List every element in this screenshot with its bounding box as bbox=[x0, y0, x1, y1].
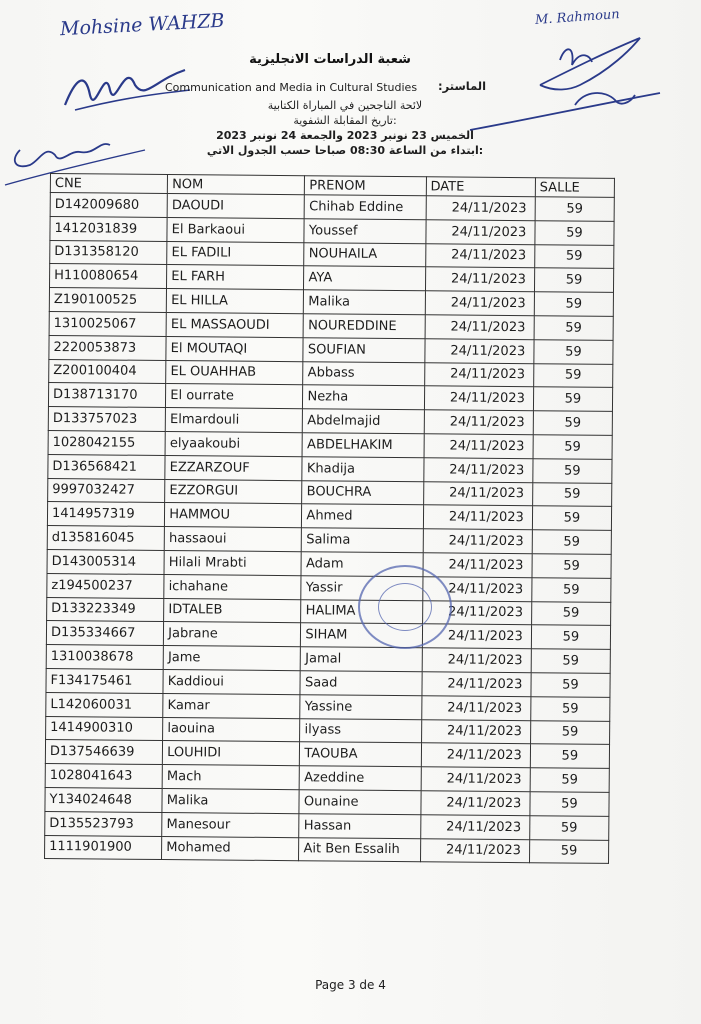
cell-salle: 59 bbox=[532, 482, 611, 506]
cell-date: 24/11/2023 bbox=[422, 577, 531, 602]
cell-date: 24/11/2023 bbox=[422, 600, 531, 625]
cell-nom: DAOUDI bbox=[167, 194, 304, 219]
cell-prenom: Abbass bbox=[303, 361, 424, 386]
cell-prenom: SOUFIAN bbox=[303, 337, 424, 362]
cell-nom: El MOUTAQI bbox=[166, 336, 303, 361]
cell-cne: D135334667 bbox=[46, 621, 163, 646]
cell-prenom: HALIMA bbox=[301, 599, 422, 624]
cell-prenom: ilyass bbox=[300, 718, 421, 743]
cell-cne: D135523793 bbox=[45, 811, 162, 836]
cell-cne: 2220053873 bbox=[49, 335, 166, 360]
cell-salle: 59 bbox=[529, 839, 608, 863]
cell-date: 24/11/2023 bbox=[425, 267, 534, 292]
cell-date: 24/11/2023 bbox=[423, 553, 532, 578]
cell-cne: d135816045 bbox=[47, 526, 164, 551]
cell-salle: 59 bbox=[535, 197, 614, 221]
cell-prenom: Yassir bbox=[301, 575, 422, 600]
cell-cne: D138713170 bbox=[48, 383, 165, 408]
cell-date: 24/11/2023 bbox=[421, 791, 530, 816]
cell-cne: D137546639 bbox=[45, 740, 162, 765]
cell-cne: 1414900310 bbox=[46, 716, 163, 741]
cell-prenom: Ait Ben Essalih bbox=[299, 837, 420, 862]
cell-salle: 59 bbox=[530, 720, 609, 744]
cell-salle: 59 bbox=[533, 435, 612, 459]
cell-cne: H110080654 bbox=[49, 264, 166, 289]
cell-prenom: Jamal bbox=[301, 647, 422, 672]
cell-nom: EL FADILI bbox=[167, 241, 304, 266]
header-block bbox=[160, 52, 500, 68]
cell-nom: laouina bbox=[163, 717, 300, 742]
cell-nom: HAMMOU bbox=[165, 503, 302, 528]
table-row bbox=[45, 835, 609, 864]
cell-nom: Jabrane bbox=[164, 622, 301, 647]
cell-prenom: Yassine bbox=[300, 694, 421, 719]
cell-salle: 59 bbox=[532, 577, 611, 601]
cell-prenom: ABDELHAKIM bbox=[302, 433, 423, 458]
cell-nom: EL OUAHHAB bbox=[166, 360, 303, 385]
cell-cne: D133223349 bbox=[47, 597, 164, 622]
cell-date: 24/11/2023 bbox=[426, 220, 535, 245]
cell-prenom: Azeddine bbox=[300, 766, 421, 791]
start-time: ابتداء من الساعة 08:30 صباحا حسب الجدول الاتي: bbox=[206, 144, 484, 157]
handwritten-name-right: M. Rahmoun bbox=[534, 7, 621, 28]
cell-nom: Mach bbox=[162, 765, 299, 790]
cell-date: 24/11/2023 bbox=[424, 386, 533, 411]
cell-salle: 59 bbox=[534, 268, 613, 292]
cell-date: 24/11/2023 bbox=[423, 458, 532, 483]
cell-nom: Malika bbox=[162, 788, 299, 813]
department-title: شعبة الدراسات الانجليزية bbox=[249, 52, 411, 67]
cell-date: 24/11/2023 bbox=[423, 505, 532, 530]
cell-salle: 59 bbox=[530, 815, 609, 839]
cell-prenom: Ahmed bbox=[302, 504, 423, 529]
cell-prenom: Chihab Eddine bbox=[305, 195, 426, 220]
cell-prenom: Youssef bbox=[304, 219, 425, 244]
column-header-nom: NOM bbox=[168, 175, 305, 195]
cell-nom: El Barkaoui bbox=[167, 217, 304, 242]
cell-date: 24/11/2023 bbox=[425, 315, 534, 340]
cell-cne: F134175461 bbox=[46, 668, 163, 693]
cell-nom: Kamar bbox=[163, 693, 300, 718]
cell-nom: hassaoui bbox=[164, 527, 301, 552]
page-number: Page 3 de 4 bbox=[315, 978, 386, 992]
cell-cne: 1414957319 bbox=[47, 502, 164, 527]
cell-salle: 59 bbox=[534, 292, 613, 316]
cell-nom: Jame bbox=[163, 646, 300, 671]
cell-prenom: BOUCHRA bbox=[302, 480, 423, 505]
cell-cne: 1028041643 bbox=[45, 764, 162, 789]
cell-salle: 59 bbox=[535, 221, 614, 245]
cell-prenom: SIHAM bbox=[301, 623, 422, 648]
cell-date: 24/11/2023 bbox=[425, 339, 534, 364]
cell-date: 24/11/2023 bbox=[420, 838, 529, 863]
cell-nom: EL MASSAOUDI bbox=[166, 313, 303, 338]
cell-salle: 59 bbox=[530, 744, 609, 768]
cell-nom: ichahane bbox=[164, 574, 301, 599]
cell-cne: 1310025067 bbox=[49, 311, 166, 336]
cell-prenom: Khadija bbox=[302, 456, 423, 481]
cell-date: 24/11/2023 bbox=[426, 196, 535, 221]
cell-nom: Elmardouli bbox=[165, 408, 302, 433]
cell-date: 24/11/2023 bbox=[423, 481, 532, 506]
cell-salle: 59 bbox=[531, 649, 610, 673]
cell-cne: D143005314 bbox=[47, 549, 164, 574]
cell-prenom: Salima bbox=[302, 528, 423, 553]
cell-prenom: Saad bbox=[300, 671, 421, 696]
cell-date: 24/11/2023 bbox=[422, 624, 531, 649]
cell-cne: Y134024648 bbox=[45, 787, 162, 812]
cell-nom: EL FARH bbox=[167, 265, 304, 290]
cell-date: 24/11/2023 bbox=[425, 291, 534, 316]
cell-prenom: Abdelmajid bbox=[303, 409, 424, 434]
cell-cne: Z200100404 bbox=[49, 359, 166, 384]
cell-date: 24/11/2023 bbox=[424, 434, 533, 459]
cell-nom: Manesour bbox=[162, 812, 299, 837]
cell-salle: 59 bbox=[531, 673, 610, 697]
cell-prenom: Nezha bbox=[303, 385, 424, 410]
program-name: Communication and Media in Cultural Studies bbox=[165, 81, 418, 94]
cell-salle: 59 bbox=[533, 387, 612, 411]
cell-nom: EZZARZOUF bbox=[165, 455, 302, 480]
list-title: لائحة الناجحين في المباراة الكتابية bbox=[267, 99, 423, 112]
cell-prenom: Malika bbox=[304, 290, 425, 315]
cell-salle: 59 bbox=[533, 458, 612, 482]
cell-salle: 59 bbox=[531, 625, 610, 649]
cell-cne: z194500237 bbox=[47, 573, 164, 598]
cell-salle: 59 bbox=[530, 792, 609, 816]
cell-salle: 59 bbox=[532, 506, 611, 530]
cell-date: 24/11/2023 bbox=[422, 648, 531, 673]
cell-nom: IDTALEB bbox=[164, 598, 301, 623]
cell-date: 24/11/2023 bbox=[421, 695, 530, 720]
cell-cne: D136568421 bbox=[48, 454, 165, 479]
cell-date: 24/11/2023 bbox=[424, 410, 533, 435]
cell-date: 24/11/2023 bbox=[421, 719, 530, 744]
cell-cne: L142060031 bbox=[46, 692, 163, 717]
cell-prenom: TAOUBA bbox=[300, 742, 421, 767]
cell-prenom: Hassan bbox=[299, 813, 420, 838]
cell-cne: D142009680 bbox=[50, 193, 167, 218]
cell-cne: D131358120 bbox=[50, 240, 167, 265]
interview-dates: الخميس 23 نونبر 2023 والجمعة 24 نونبر 2023 bbox=[216, 129, 474, 142]
cell-prenom: Adam bbox=[301, 552, 422, 577]
interview-date-label: تاريخ المقابلة الشفوية: bbox=[293, 114, 397, 127]
cell-nom: Mohamed bbox=[162, 836, 299, 861]
cell-salle: 59 bbox=[532, 554, 611, 578]
cell-date: 24/11/2023 bbox=[421, 767, 530, 792]
table-body bbox=[45, 193, 615, 864]
cell-date: 24/11/2023 bbox=[424, 362, 533, 387]
stamp-inner-ring bbox=[378, 583, 432, 631]
column-header-cne: CNE bbox=[50, 174, 167, 194]
master-label: الماستر: bbox=[438, 79, 487, 93]
cell-salle: 59 bbox=[533, 411, 612, 435]
cell-cne: D133757023 bbox=[48, 407, 165, 432]
cell-salle: 59 bbox=[532, 530, 611, 554]
cell-cne: Z190100525 bbox=[49, 288, 166, 313]
cell-prenom: NOUREDDINE bbox=[304, 314, 425, 339]
column-header-salle: SALLE bbox=[535, 178, 614, 198]
cell-date: 24/11/2023 bbox=[422, 672, 531, 697]
cell-prenom: NOUHAILA bbox=[304, 242, 425, 267]
cell-nom: LOUHIDI bbox=[163, 741, 300, 766]
cell-date: 24/11/2023 bbox=[420, 814, 529, 839]
candidates-table bbox=[44, 173, 615, 864]
cell-salle: 59 bbox=[530, 768, 609, 792]
cell-salle: 59 bbox=[534, 340, 613, 364]
cell-nom: El ourrate bbox=[166, 384, 303, 409]
cell-prenom: AYA bbox=[304, 266, 425, 291]
cell-nom: Kaddioui bbox=[163, 669, 300, 694]
cell-salle: 59 bbox=[535, 244, 614, 268]
cell-salle: 59 bbox=[531, 696, 610, 720]
cell-date: 24/11/2023 bbox=[423, 529, 532, 554]
cell-nom: EZZORGUI bbox=[165, 479, 302, 504]
cell-cne: 1111901900 bbox=[45, 835, 162, 860]
column-header-date: DATE bbox=[426, 177, 535, 197]
column-header-prenom: PRENOM bbox=[305, 176, 426, 196]
cell-cne: 9997032427 bbox=[48, 478, 165, 503]
cell-salle: 59 bbox=[534, 316, 613, 340]
cell-cne: 1028042155 bbox=[48, 430, 165, 455]
cell-date: 24/11/2023 bbox=[421, 743, 530, 768]
cell-nom: elyaakoubi bbox=[165, 431, 302, 456]
university-stamp bbox=[358, 565, 452, 649]
cell-cne: 1412031839 bbox=[50, 216, 167, 241]
cell-date: 24/11/2023 bbox=[425, 243, 534, 268]
cell-nom: EL HILLA bbox=[166, 289, 303, 314]
header-details bbox=[180, 98, 510, 158]
cell-prenom: Ounaine bbox=[299, 790, 420, 815]
cell-salle: 59 bbox=[531, 601, 610, 625]
cell-cne: 1310038678 bbox=[46, 645, 163, 670]
cell-salle: 59 bbox=[533, 363, 612, 387]
handwritten-name-left: Mohsine WAHZB bbox=[59, 9, 225, 41]
cell-nom: Hilali Mrabti bbox=[164, 550, 301, 575]
